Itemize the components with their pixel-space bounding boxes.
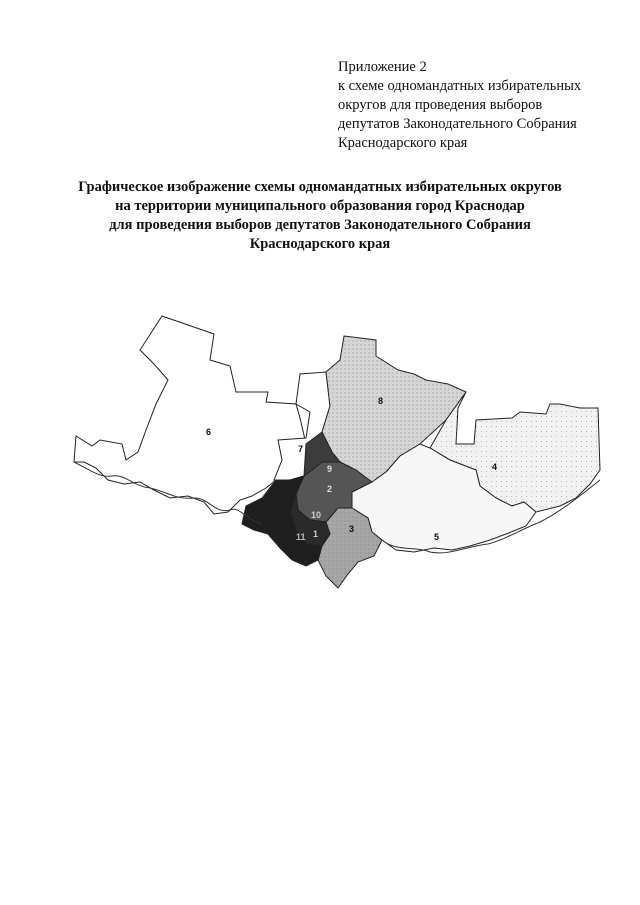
district-map (60, 300, 620, 600)
appendix-line: депутатов Законодательного Собрания (338, 116, 577, 132)
district-label-7: 7 (298, 444, 304, 454)
district-label-5: 5 (434, 532, 440, 542)
district-6-area[interactable] (74, 316, 306, 514)
district-label-3: 3 (349, 524, 355, 534)
district-label-9: 9 (327, 464, 333, 474)
district-label-2: 2 (327, 484, 333, 494)
appendix-line: округов для проведения выборов (338, 97, 543, 113)
appendix-block (338, 58, 581, 153)
district-label-4: 4 (492, 462, 498, 472)
district-label-1: 1 (313, 529, 319, 539)
title-line: на территории муниципального образования город Краснодар (115, 198, 525, 214)
district-label-6: 6 (206, 427, 212, 437)
title-line: для проведения выборов депутатов Законодательного Собрания (109, 217, 531, 233)
title-line: Краснодарского края (249, 236, 391, 252)
document-title (0, 178, 640, 254)
title-line: Графическое изображение схемы одномандатных избирательных округов (78, 179, 562, 195)
appendix-line: Краснодарского края (338, 135, 468, 151)
district-label-10: 10 (311, 510, 322, 520)
appendix-line: Приложение 2 (338, 59, 427, 75)
district-label-11: 11 (296, 532, 306, 542)
district-label-8: 8 (378, 396, 384, 406)
appendix-line: к схеме одномандатных избирательных (338, 78, 582, 94)
